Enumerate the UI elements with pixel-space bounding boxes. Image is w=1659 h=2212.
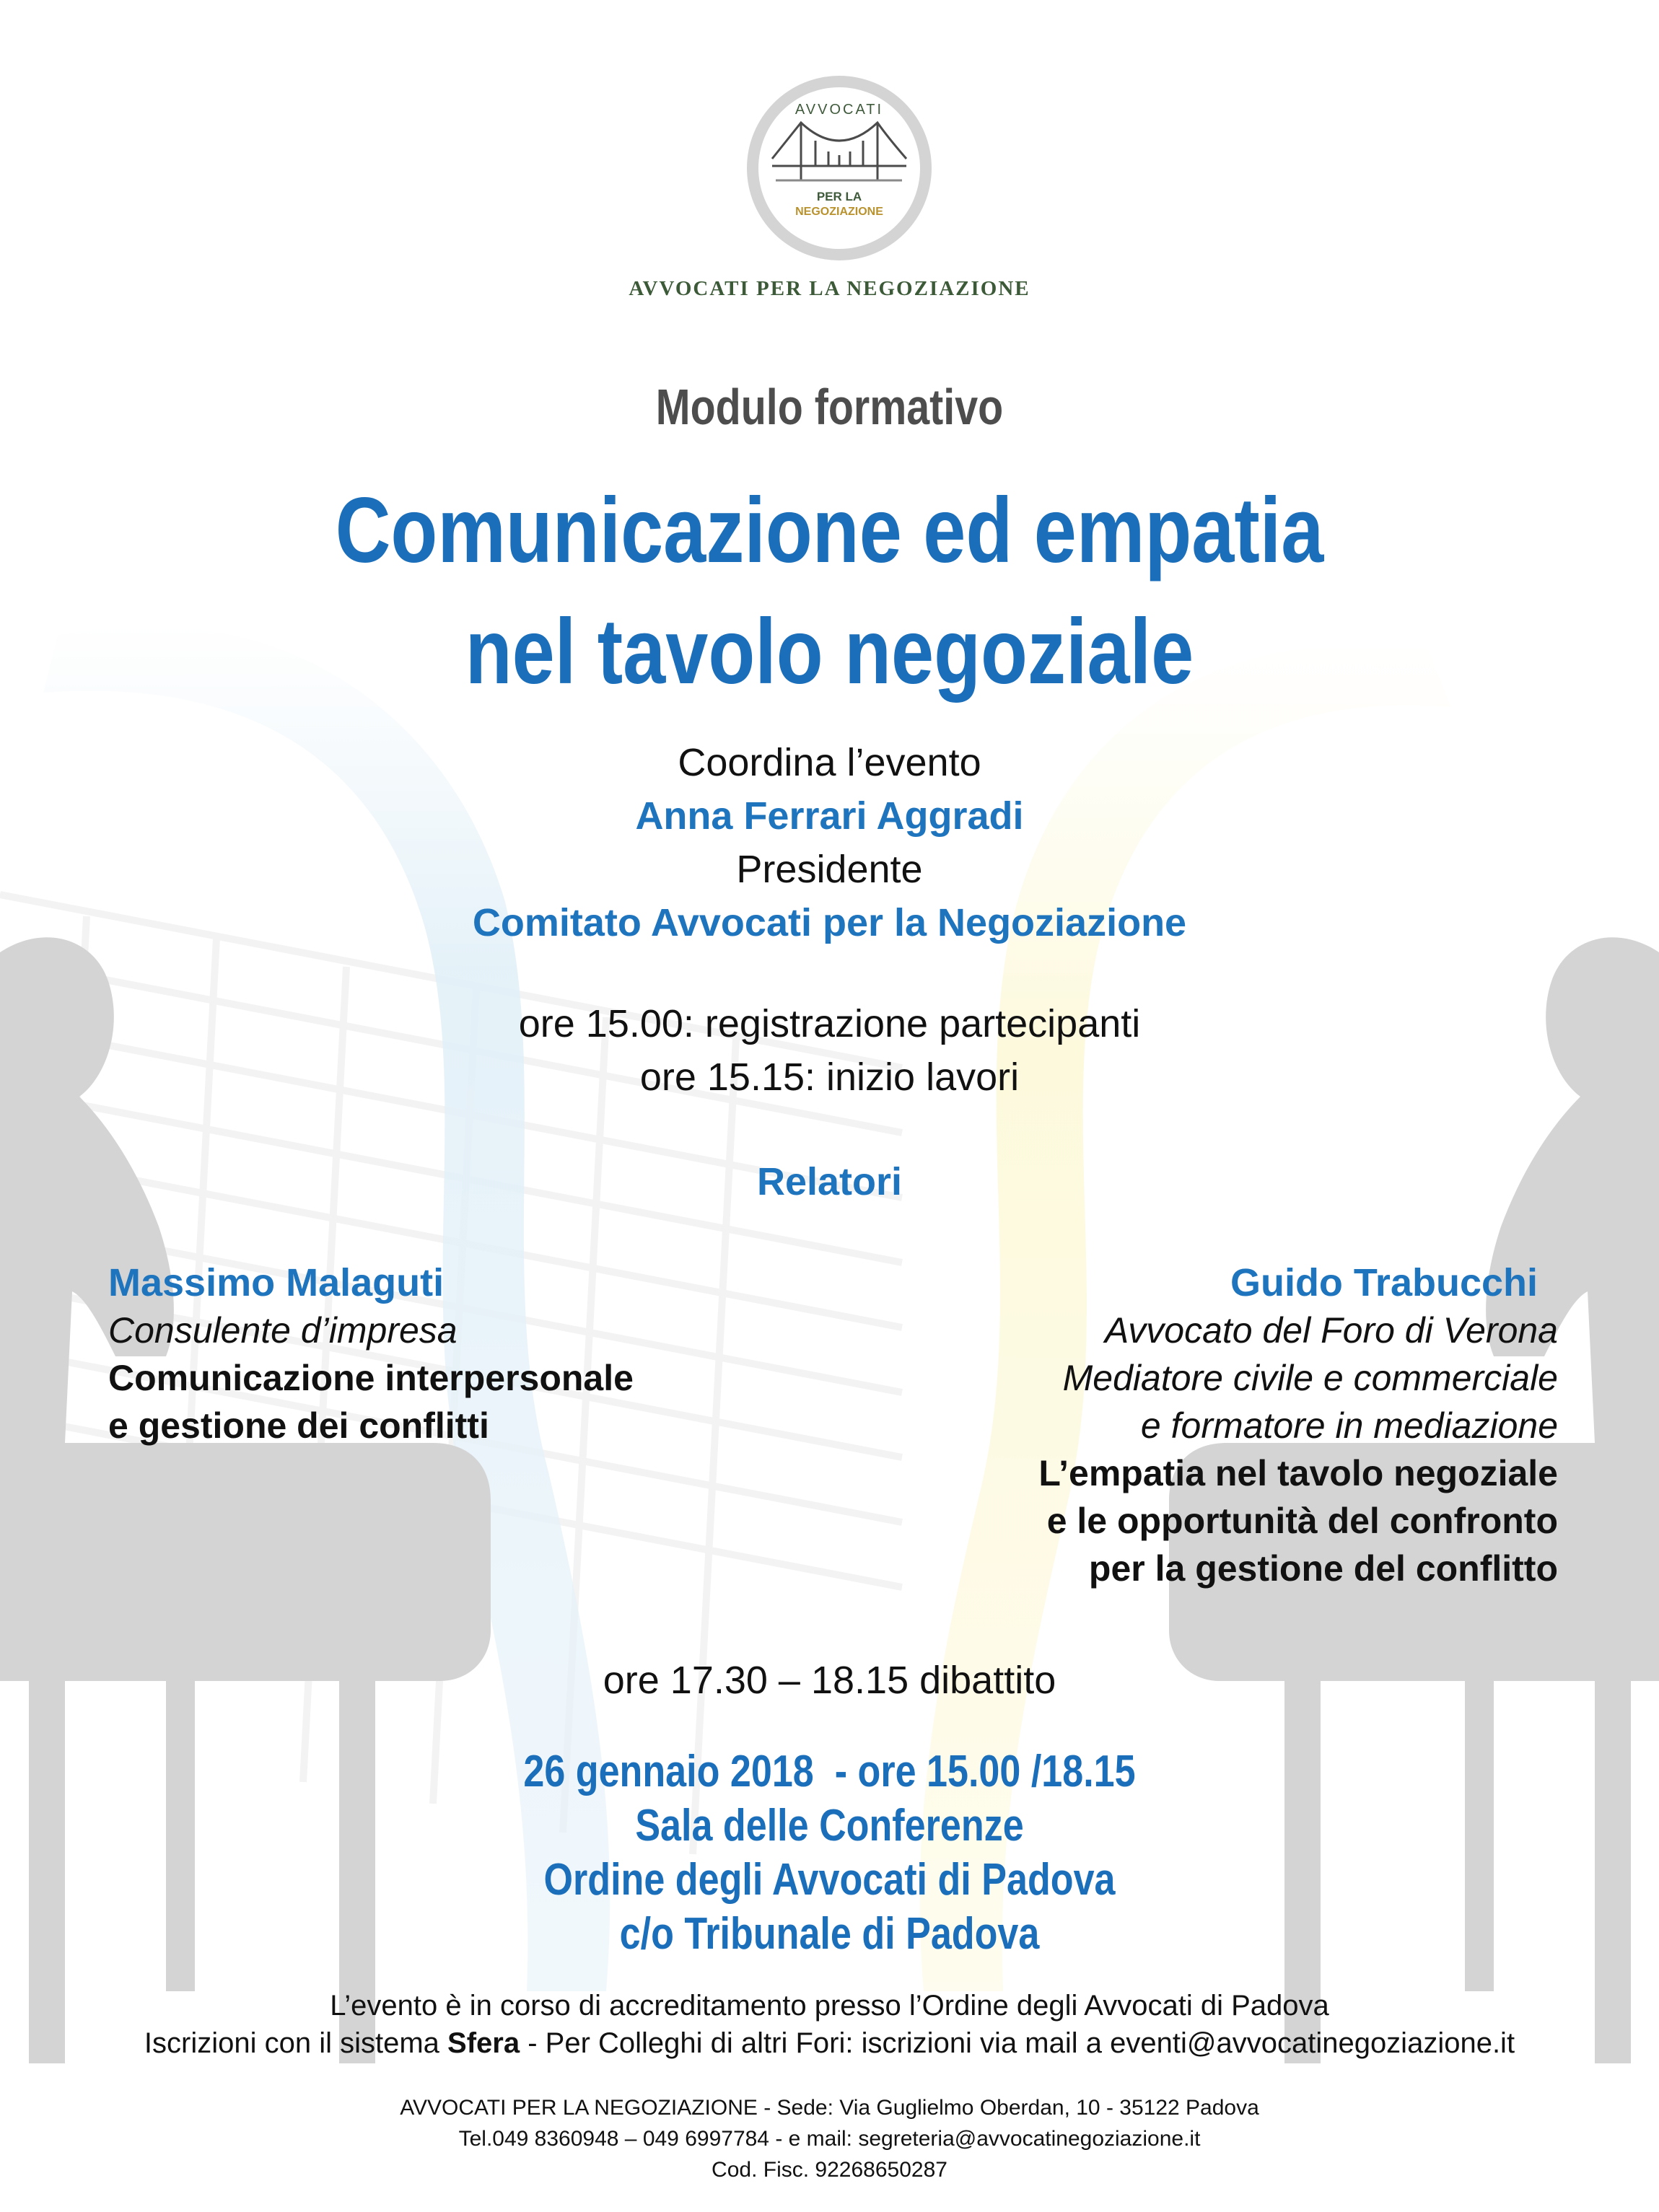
venue-block — [133, 1744, 1526, 1961]
schedule-line-1: ore 15.00: registrazione partecipanti — [518, 1002, 1141, 1045]
speaker-left-topic-1: Comunicazione interpersonale — [108, 1358, 634, 1398]
registration-suffix: - Per Colleghi di altri Fori: iscrizioni via mail a eventi@avvocatinegoziazione.it — [520, 2027, 1515, 2059]
speaker-right-role-1: Avvocato del Foro di Verona — [1104, 1310, 1558, 1351]
footer-contacts: Tel.049 8360948 – 049 6997784 - e mail: segreteria@avvocatinegoziazione.it — [458, 2127, 1201, 2151]
venue-order: Ordine degli Avvocati di Padova — [543, 1855, 1116, 1905]
coordinator-block — [0, 736, 1659, 949]
speaker-left-role: Consulente d’impresa — [108, 1310, 458, 1351]
coordinator-name: Anna Ferrari Aggradi — [635, 794, 1024, 838]
event-title — [141, 470, 1518, 713]
debate-time: ore 17.30 – 18.15 dibattito — [603, 1659, 1056, 1702]
speaker-right — [836, 1259, 1558, 1592]
speaker-right-role-2: Mediatore civile e commerciale — [1062, 1358, 1558, 1398]
coordinator-intro: Coordina l’evento — [678, 741, 981, 784]
speaker-right-role-3: e formatore in mediazione — [1140, 1405, 1558, 1446]
event-title-line-2: nel tavolo negoziale — [465, 600, 1194, 703]
speaker-left — [108, 1259, 758, 1449]
schedule-line-2: ore 15.15: inizio lavori — [639, 1055, 1020, 1099]
footer-tax-code: Cod. Fisc. 92268650287 — [712, 2158, 947, 2182]
speaker-right-topic-3: per la gestione del conflitto — [1088, 1548, 1558, 1589]
footer-address: AVVOCATI PER LA NEGOZIAZIONE - Sede: Via Guglielmo Oberdan, 10 - 35122 Padova — [400, 2096, 1259, 2120]
speaker-right-topic-2: e le opportunità del confronto — [1046, 1501, 1558, 1541]
registration-system: Sfera — [447, 2027, 520, 2059]
registration-note — [0, 2024, 1659, 2062]
speaker-left-topic-2: e gestione dei conflitti — [108, 1405, 489, 1446]
notes-block — [0, 1987, 1659, 2062]
brand-line: AVVOCATI PER LA NEGOZIAZIONE — [629, 277, 1030, 300]
schedule-block — [0, 997, 1659, 1104]
speaker-left-name: Massimo Malaguti — [108, 1261, 445, 1304]
accreditation-note: L’evento è in corso di accreditamento presso l’Ordine degli Avvocati di Padova — [330, 1990, 1329, 2022]
coordinator-role: Presidente — [736, 848, 923, 891]
logo-top-text: AVVOCATI — [795, 102, 884, 118]
module-subtitle: Modulo formativo — [655, 379, 1004, 435]
venue-date: 26 gennaio 2018 - ore 15.00 /18.15 — [523, 1747, 1136, 1796]
venue-court: c/o Tribunale di Padova — [619, 1909, 1040, 1959]
event-title-line-1: Comunicazione ed empatia — [335, 479, 1324, 582]
coordinator-org: Comitato Avvocati per la Negoziazione — [472, 901, 1187, 944]
footer — [0, 2092, 1659, 2185]
venue-room: Sala delle Conferenze — [635, 1801, 1024, 1851]
speaker-right-name: Guido Trabucchi — [1230, 1261, 1538, 1304]
logo — [743, 72, 935, 264]
registration-prefix: Iscrizioni con il sistema — [144, 2027, 448, 2059]
logo-bottom-text-1: PER LA — [816, 190, 862, 203]
logo-bottom-text-2: NEGOZIAZIONE — [795, 206, 883, 218]
speaker-right-topic-1: L’empatia nel tavolo negoziale — [1038, 1453, 1558, 1493]
speakers-heading: Relatori — [756, 1160, 903, 1203]
